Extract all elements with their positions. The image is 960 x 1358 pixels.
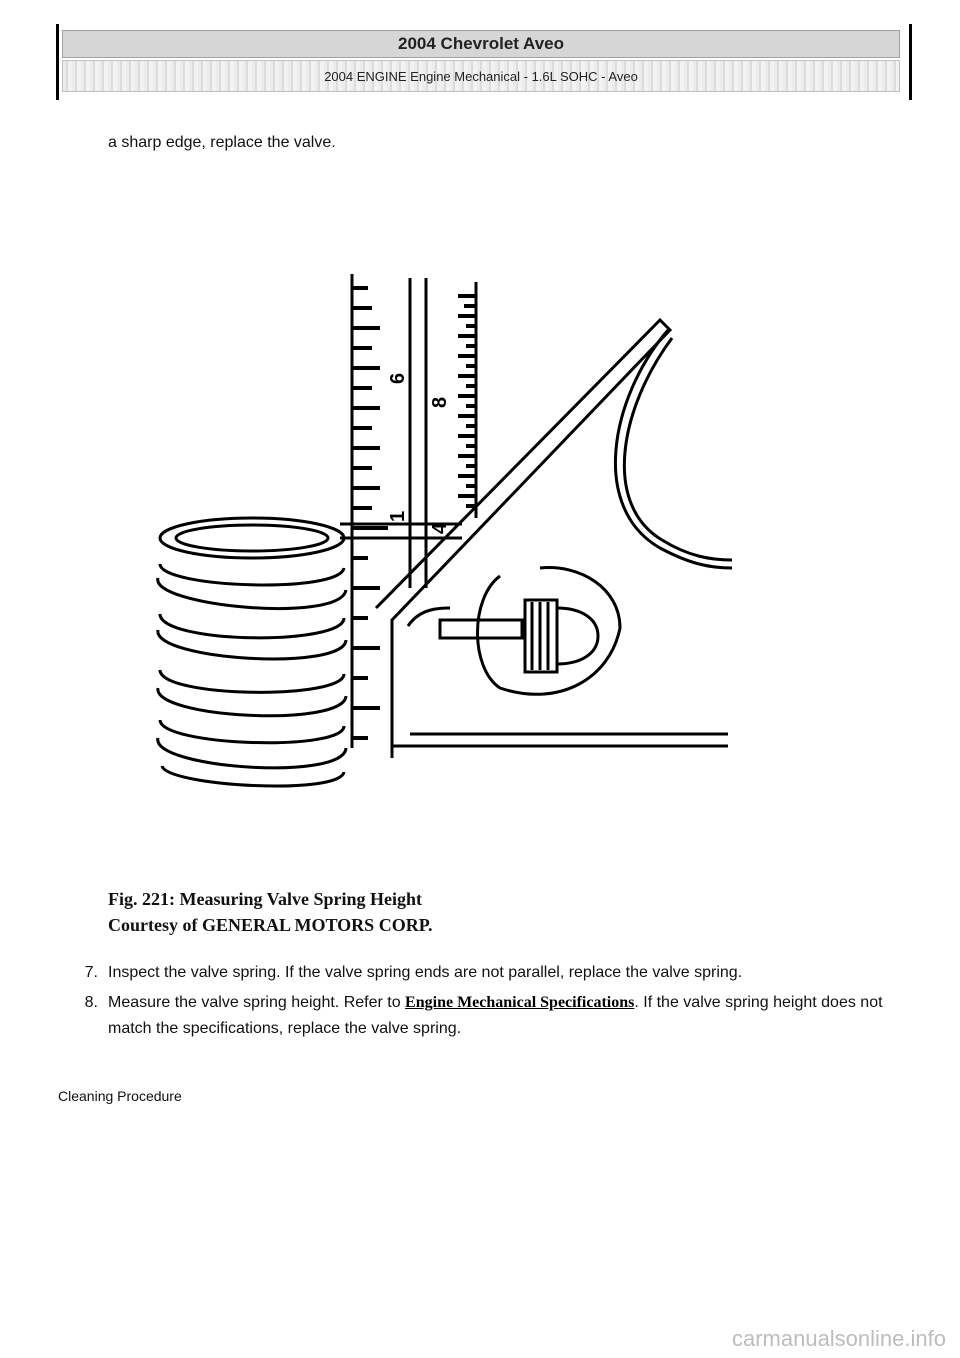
document-title: 2004 Chevrolet Aveo <box>62 30 900 58</box>
step-7 <box>66 960 886 986</box>
caption-credit <box>108 912 433 938</box>
step-text: Inspect the valve spring. If the valve spring ends are not parallel, replace the valve spring. <box>108 964 743 981</box>
section-heading: Cleaning Procedure <box>58 1088 182 1104</box>
step-number: 8. <box>84 994 98 1011</box>
scale-label-8: 8 <box>429 396 451 408</box>
step-text-before: Measure the valve spring height. Refer to <box>108 994 406 1011</box>
intro-text: a sharp edge, replace the valve. <box>108 134 336 151</box>
watermark: carmanualsonline.info <box>731 1326 946 1351</box>
caption-credit-company: GENERAL MOTORS CORP. <box>201 915 433 935</box>
scale-label-4: 4 <box>429 522 451 534</box>
scale-label-6: 6 <box>387 372 409 384</box>
valve-spring-figure <box>140 268 740 798</box>
procedure-steps <box>66 960 886 1046</box>
step-number: 7. <box>84 964 98 981</box>
step-8 <box>66 990 886 1042</box>
document-subtitle: 2004 ENGINE Engine Mechanical - 1.6L SOHC - Aveo <box>62 60 900 92</box>
figure-caption <box>108 886 433 938</box>
caption-credit-prefix: Courtesy of <box>108 915 202 935</box>
valve-spring-illustration <box>158 518 346 786</box>
step-text-after: . If the valve spring height does not match the specifications, replace the valve spring. <box>108 994 883 1037</box>
scale-label-1: 1 <box>387 510 409 522</box>
engine-mechanical-specifications-link[interactable]: Engine Mechanical Specifications <box>405 994 635 1011</box>
caption-title: Fig. 221: Measuring Valve Spring Height <box>108 889 423 909</box>
